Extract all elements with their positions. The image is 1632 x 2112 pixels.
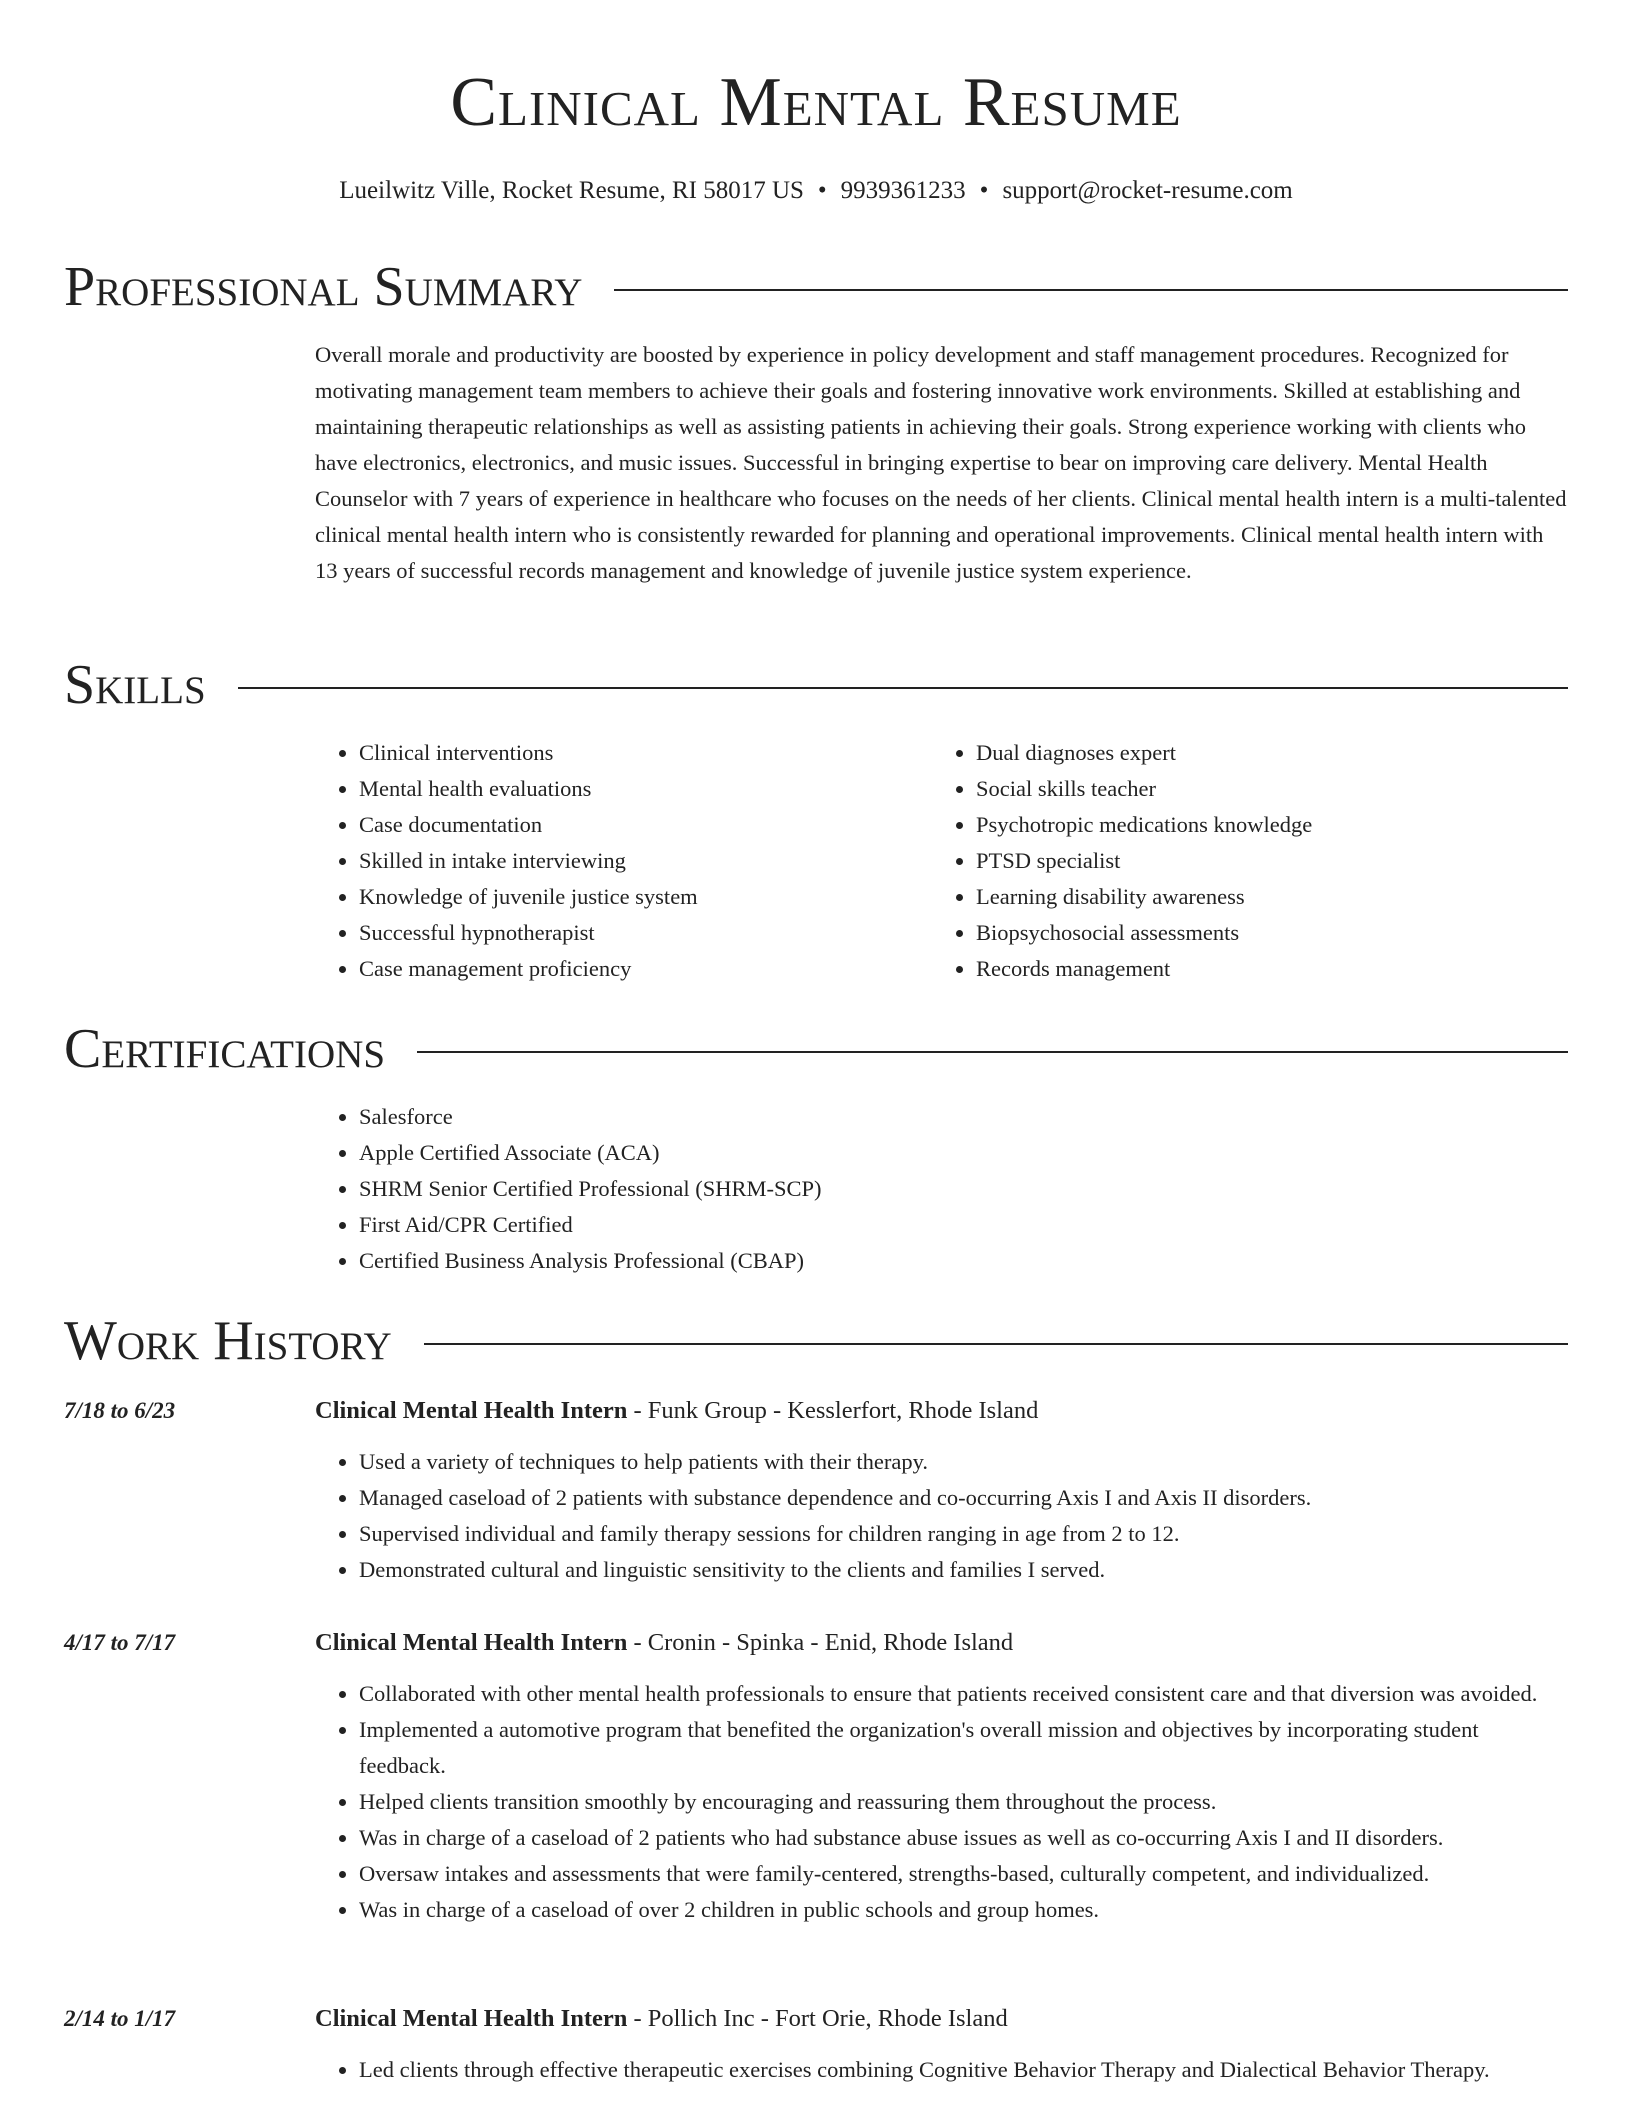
section-divider — [424, 1343, 1568, 1345]
contact-separator: • — [979, 177, 989, 204]
work-history-section-title: Work History — [64, 1310, 392, 1372]
job-duty-item: • Led clients through effective therapeutic exercises combining Cognitive Behavior Therapy and Dialectical Behavior Therapy. — [359, 2052, 1570, 2088]
job-duty-list — [315, 1676, 1570, 1928]
job-duty-item: • Was in charge of a caseload of 2 patients who had substance abuse issues as well as co-occurring Axis I and II disorders. — [359, 1820, 1570, 1856]
job-title: Clinical Mental Health Intern — [315, 2005, 628, 2032]
job-duties — [315, 1444, 1570, 1588]
job-header — [315, 1625, 1570, 1661]
summary-section-title: Professional Summary — [64, 256, 583, 318]
contact-separator: • — [817, 177, 827, 204]
section-divider — [614, 289, 1568, 291]
job-duty-item: • Implemented a automotive program that benefited the organization's overall mission and objectives by incorporating student feedback. — [359, 1712, 1570, 1784]
job-title: Clinical Mental Health Intern — [315, 1629, 628, 1656]
job-duty-item: • Managed caseload of 2 patients with substance dependence and co-occurring Axis I and Axis II disorders. — [359, 1480, 1570, 1516]
contact-phone: 9939361233 — [840, 177, 966, 204]
certifications-section-title: Certifications — [64, 1018, 386, 1080]
job-dates: 7/18 to 6/23 — [64, 1398, 176, 1423]
skill-item: • Knowledge of juvenile justice system — [359, 879, 915, 915]
skill-item: • Dual diagnoses expert — [976, 735, 1552, 771]
skill-item: • Skilled in intake interviewing — [359, 843, 915, 879]
job-header — [315, 1393, 1570, 1429]
certification-item: • Salesforce — [359, 1099, 1315, 1135]
skill-item: • Social skills teacher — [976, 771, 1552, 807]
certification-item: • Certified Business Analysis Professional (CBAP) — [359, 1243, 1315, 1279]
certifications-column — [315, 1099, 1315, 1279]
skill-item: • Case documentation — [359, 807, 915, 843]
job-duty-item: • Used a variety of techniques to help patients with their therapy. — [359, 1444, 1570, 1480]
skills-column-right — [932, 735, 1552, 987]
job-duty-item: • Oversaw intakes and assessments that were family-centered, strengths-based, culturally competent, and individualized. — [359, 1856, 1570, 1892]
job-duties — [315, 1676, 1570, 1928]
job-duty-list — [315, 2052, 1570, 2088]
certifications-list — [315, 1099, 1315, 1279]
certifications-section-header — [64, 1014, 1568, 1084]
job-duty-item: • Demonstrated cultural and linguistic sensitivity to the clients and families I served. — [359, 1552, 1570, 1588]
certification-item: • Apple Certified Associate (ACA) — [359, 1135, 1315, 1171]
job-title: Clinical Mental Health Intern — [315, 1397, 628, 1424]
job-dates: 4/17 to 7/17 — [64, 1630, 176, 1655]
contact-address: Lueilwitz Ville, Rocket Resume, RI 58017 US — [339, 177, 804, 204]
job-employer-location: - Pollich Inc - Fort Orie, Rhode Island — [627, 2005, 1008, 2032]
job-duty-list — [315, 1444, 1570, 1588]
skill-item: • Mental health evaluations — [359, 771, 915, 807]
job-employer-location: - Cronin - Spinka - Enid, Rhode Island — [627, 1629, 1014, 1656]
skills-list-left — [315, 735, 915, 987]
contact-line — [0, 173, 1632, 209]
skill-item: • Biopsychosocial assessments — [976, 915, 1552, 951]
summary-text: Overall morale and productivity are boosted by experience in policy development and staff management procedures. Recognized for motivating management team members to achieve their goals and fostering innovative work environments. Skilled at establishing and maintaining therapeutic relationships as well as assisting patients in achieving their goals. Strong experience working with clients who have electronics, electronics, and music issues. Successful in bringing expertise to bear on improving care delivery. Mental Health Counselor with 7 years of experience in healthcare who focuses on the needs of her clients. Clinical mental health intern is a multi-talented clinical mental health intern who is consistently rewarded for planning and operational improvements. Clinical mental health intern with 13 years of successful records management and knowledge of juvenile justice system experience. — [315, 342, 1567, 583]
job-header — [315, 2001, 1570, 2037]
certification-item: • First Aid/CPR Certified — [359, 1207, 1315, 1243]
job-duty-item: • Supervised individual and family therapy sessions for children ranging in age from 2 to 12. — [359, 1516, 1570, 1552]
skill-item: • Records management — [976, 951, 1552, 987]
skill-item: • PTSD specialist — [976, 843, 1552, 879]
summary-section-header — [64, 252, 1568, 322]
job-duty-item: • Collaborated with other mental health professionals to ensure that patients received consistent care and that diversion was avoided. — [359, 1676, 1570, 1712]
job-dates: 2/14 to 1/17 — [64, 2006, 176, 2031]
section-divider — [417, 1051, 1568, 1053]
resume-name: Clinical Mental Resume — [450, 64, 1182, 141]
skills-list-right — [932, 735, 1552, 987]
skills-section-header — [64, 650, 1568, 720]
skill-item: • Psychotropic medications knowledge — [976, 807, 1552, 843]
job-employer-location: - Funk Group - Kesslerfort, Rhode Island — [627, 1397, 1039, 1424]
job-duties — [315, 2052, 1570, 2088]
certification-item: • SHRM Senior Certified Professional (SHRM-SCP) — [359, 1171, 1315, 1207]
skills-column-left — [315, 735, 915, 987]
skill-item: • Clinical interventions — [359, 735, 915, 771]
skill-item: • Successful hypnotherapist — [359, 915, 915, 951]
job-duty-item: • Helped clients transition smoothly by encouraging and reassuring them throughout the process. — [359, 1784, 1570, 1820]
contact-email: support@rocket-resume.com — [1002, 177, 1293, 204]
job-duty-item: • Was in charge of a caseload of over 2 children in public schools and group homes. — [359, 1892, 1570, 1928]
work-history-section-header — [64, 1306, 1568, 1376]
skill-item: • Case management proficiency — [359, 951, 915, 987]
skill-item: • Learning disability awareness — [976, 879, 1552, 915]
skills-section-title: Skills — [64, 654, 206, 716]
section-divider — [238, 687, 1568, 689]
